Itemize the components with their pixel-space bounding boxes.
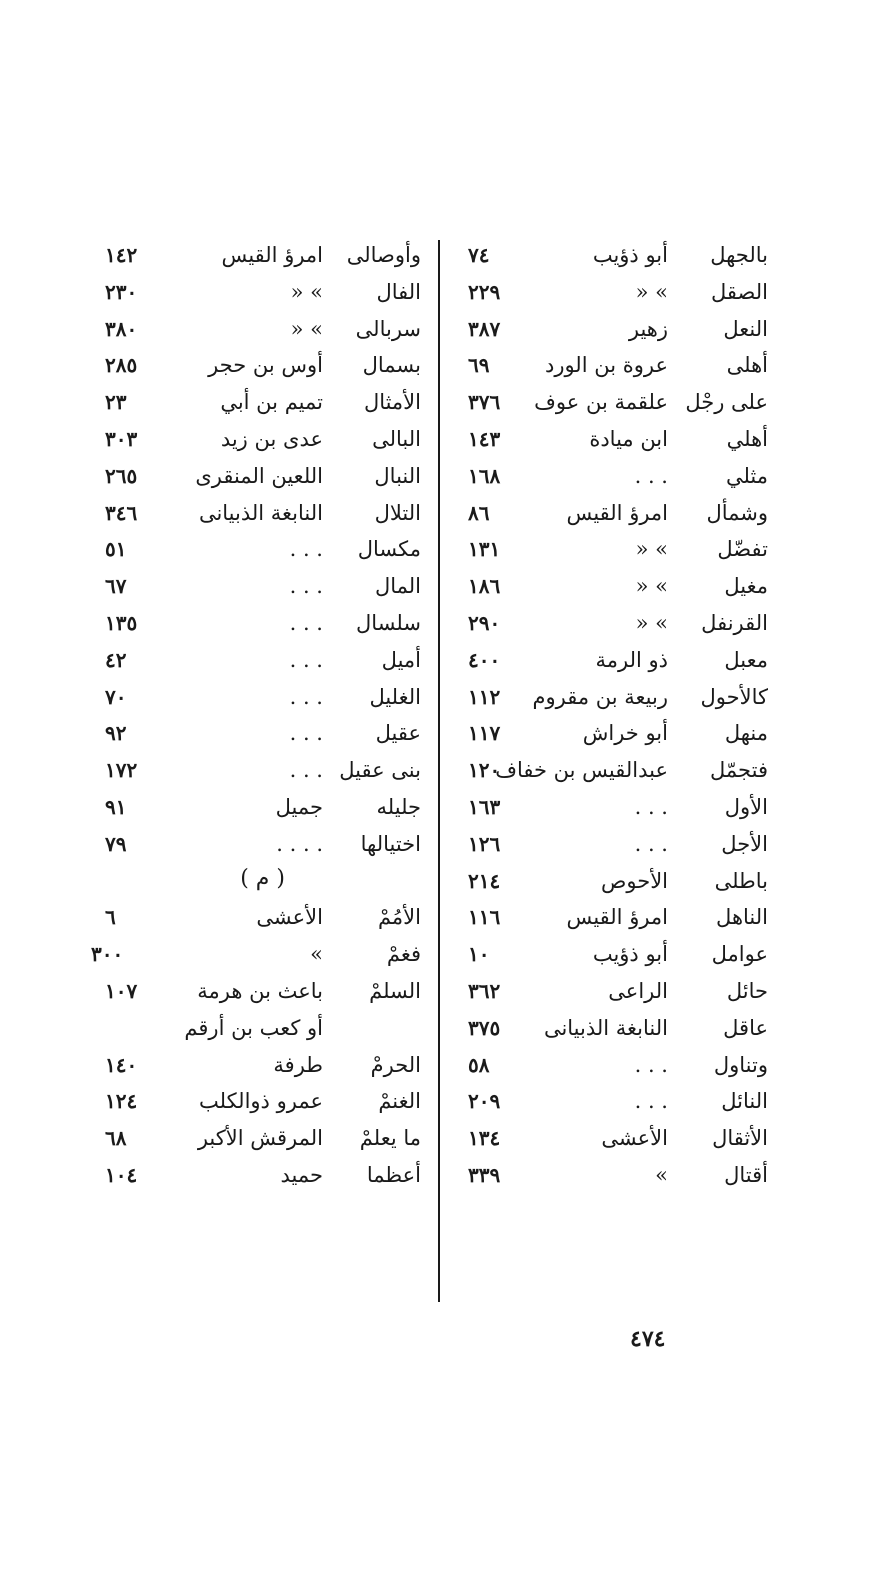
poet-name: »	[310, 942, 323, 967]
rhyme-word: اختيالها	[360, 831, 421, 856]
poet-name: اللعين المنقرى	[195, 463, 323, 488]
page-number: ٤٧٤	[630, 1326, 666, 1352]
poet-name: » «	[635, 610, 668, 635]
table-row	[450, 459, 790, 496]
poet-name: . . .	[634, 831, 668, 856]
rhyme-word: الأول	[724, 794, 768, 819]
table-row	[95, 312, 435, 349]
page-ref: ٢١٤	[468, 868, 501, 893]
poet-name: عروة بن الورد	[544, 353, 668, 378]
table-row	[95, 643, 435, 680]
table-row	[450, 974, 790, 1011]
page-ref: ١٠٤	[105, 1162, 138, 1187]
rhyme-word: أقتال	[724, 1162, 768, 1187]
section-heading-row	[95, 864, 435, 901]
table-row	[95, 827, 435, 864]
page-ref: ١٦٣	[468, 794, 501, 819]
rhyme-word: الفال	[376, 279, 421, 304]
table-row	[450, 275, 790, 312]
page-ref: ١٣١	[468, 537, 501, 562]
page-ref: ١٠٧	[105, 978, 138, 1003]
table-row	[95, 1048, 435, 1085]
rhyme-word: الغليل	[369, 684, 421, 709]
poet-name: أوس بن حجر	[208, 353, 323, 378]
poet-name: النابغة الذبيانى	[543, 1015, 668, 1040]
table-row	[95, 1011, 435, 1048]
poet-name: ابن ميادة	[589, 426, 668, 451]
page-ref: ٧٠	[105, 684, 127, 709]
left-column	[91, 238, 435, 1195]
rhyme-word: أعظما	[366, 1162, 421, 1187]
rhyme-word: فتجمّل	[710, 758, 768, 783]
table-row	[95, 1121, 435, 1158]
poet-name: . . .	[634, 1052, 668, 1077]
poet-name: أو كعب بن أرقم	[184, 1015, 323, 1040]
table-row	[95, 900, 435, 937]
rhyme-word: بنى عقيل	[339, 758, 421, 783]
rhyme-word: أميل	[381, 647, 421, 672]
poet-name: الأعشى	[256, 905, 323, 930]
poet-name: » «	[635, 537, 668, 562]
page-ref: ٢٠٩	[468, 1089, 501, 1114]
page-ref: ٦٩	[468, 353, 490, 378]
table-row	[95, 275, 435, 312]
table-row	[450, 606, 790, 643]
page-ref: ٢٣	[105, 390, 127, 415]
page-ref: ٦	[105, 905, 116, 930]
poet-name: امرؤ القيس	[566, 500, 668, 525]
rhyme-word: عوامل	[711, 942, 768, 967]
page-ref: ٣٨٧	[468, 316, 501, 341]
table-row	[95, 1158, 435, 1195]
rhyme-word: معبل	[724, 647, 768, 672]
page-ref: ٢٢٩	[468, 279, 501, 304]
page-ref: ١٦٨	[468, 463, 501, 488]
page-ref: ٤٠٠	[468, 647, 501, 672]
page-ref: ١٨٦	[468, 574, 501, 599]
page-ref: ١٧٢	[105, 758, 138, 783]
table-row	[450, 937, 790, 974]
right-column	[450, 238, 790, 1195]
rhyme-word: بسمال	[362, 353, 421, 378]
page-ref: ٣٠٠	[91, 942, 124, 967]
poet-name: أبو ذؤيب	[592, 942, 668, 967]
poet-name: أبو ذؤيب	[592, 243, 668, 267]
poet-name: عدى بن زيد	[220, 426, 323, 451]
poet-name: ذو الرمة	[595, 647, 668, 672]
poet-name: أبو خراش	[582, 721, 668, 746]
page-ref: ٢٦٥	[105, 463, 138, 488]
rhyme-word: تفضّل	[717, 537, 768, 562]
rhyme-word: أهلى	[726, 353, 768, 378]
rhyme-word: أهلي	[726, 426, 768, 451]
rhyme-word: الأثقال	[712, 1126, 768, 1151]
rhyme-word: سربالى	[355, 316, 421, 341]
rhyme-word: ما يعلمْ	[359, 1126, 421, 1151]
page-ref: ١٤٠	[105, 1052, 138, 1077]
rhyme-word: المال	[374, 574, 421, 599]
rhyme-word: الغنمْ	[378, 1089, 421, 1114]
rhyme-word: مكسال	[357, 537, 421, 562]
poet-name: . . .	[634, 1089, 668, 1114]
section-heading: ( م )	[240, 865, 285, 891]
poet-name: » «	[290, 279, 323, 304]
table-row	[450, 385, 790, 422]
page-ref: ٢٣٠	[105, 279, 138, 304]
table-row	[450, 900, 790, 937]
table-row	[450, 827, 790, 864]
table-row	[450, 790, 790, 827]
rhyme-word: مغيل	[724, 574, 768, 599]
poet-name: »	[655, 1162, 668, 1187]
rhyme-word: التلال	[374, 500, 421, 525]
page-ref: ٧٩	[105, 831, 127, 856]
table-row	[95, 459, 435, 496]
poet-name: . . . .	[276, 831, 323, 856]
poet-name: . . .	[289, 537, 323, 562]
page-ref: ١٤٢	[105, 243, 138, 267]
rhyme-word: عاقل	[723, 1015, 768, 1040]
poet-name: . . .	[634, 794, 668, 819]
rhyme-word: على رجْل	[685, 390, 768, 415]
table-row	[450, 864, 790, 901]
table-row	[450, 753, 790, 790]
poet-name: تميم بن أبي	[220, 390, 323, 415]
rhyme-word: حائل	[726, 978, 768, 1003]
poet-name: » «	[635, 574, 668, 599]
page-ref: ٢٨٥	[105, 353, 138, 378]
poet-name: » «	[635, 279, 668, 304]
poet-name: الأعشى	[601, 1126, 668, 1151]
rhyme-word: كالأحول	[700, 684, 768, 709]
table-row	[95, 680, 435, 717]
poet-name: . . .	[289, 610, 323, 635]
column-divider	[438, 240, 440, 1302]
page-ref: ٣٤٦	[105, 500, 138, 525]
page-ref: ١٣٤	[468, 1126, 501, 1151]
poet-name: الراعى	[608, 978, 668, 1003]
table-row	[95, 790, 435, 827]
table-row	[450, 1158, 790, 1195]
table-row	[450, 496, 790, 533]
table-row	[450, 1011, 790, 1048]
table-row	[95, 606, 435, 643]
table-row	[95, 1084, 435, 1121]
rhyme-word: الحرمْ	[370, 1052, 421, 1077]
poet-name: الأحوص	[600, 868, 668, 893]
page-ref: ٣٠٣	[105, 426, 138, 451]
rhyme-word: السلمْ	[369, 978, 421, 1003]
table-row	[450, 1048, 790, 1085]
page-ref: ٥٨	[468, 1052, 490, 1077]
rhyme-word: جليله	[376, 794, 421, 819]
table-row	[450, 422, 790, 459]
rhyme-word: منهل	[724, 721, 768, 746]
table-row	[95, 532, 435, 569]
page-ref: ١٣٥	[105, 610, 138, 635]
page-ref: ١٠	[468, 942, 490, 967]
rhyme-word: وتناول	[713, 1052, 768, 1077]
page-ref: ٣٧٥	[468, 1015, 501, 1040]
poet-name: امرؤ القيس	[221, 243, 323, 267]
rhyme-word: مثلي	[725, 463, 768, 488]
poet-name: عبدالقيس بن خفاف	[495, 758, 668, 783]
rhyme-word: الناهل	[716, 905, 768, 930]
rhyme-word: الأجل	[721, 831, 768, 856]
poet-name: . . .	[289, 647, 323, 672]
poet-name: علقمة بن عوف	[534, 390, 668, 415]
poet-name: باعث بن هرمة	[197, 978, 323, 1003]
poet-name: . . .	[289, 721, 323, 746]
page-ref: ٣٣٩	[468, 1162, 501, 1187]
table-row	[450, 643, 790, 680]
poet-name: حميد	[280, 1162, 323, 1187]
poet-name: . . .	[634, 463, 668, 488]
poet-name: زهير	[628, 316, 668, 341]
table-row	[95, 496, 435, 533]
table-row	[450, 348, 790, 385]
poet-name: عمرو ذوالكلب	[199, 1089, 323, 1114]
rhyme-word: سلسال	[356, 610, 421, 635]
rhyme-word: البالى	[372, 426, 421, 451]
page-ref: ١٢٤	[105, 1089, 138, 1114]
page-ref: ٣٧٦	[468, 390, 501, 415]
rhyme-word: فغمْ	[386, 942, 421, 967]
table-row	[450, 532, 790, 569]
poet-name: . . .	[289, 758, 323, 783]
poet-name: امرؤ القيس	[566, 905, 668, 930]
table-row	[450, 312, 790, 349]
table-row	[95, 348, 435, 385]
table-row	[91, 937, 435, 974]
poet-name: جميل	[275, 794, 323, 819]
rhyme-word: وشمأل	[706, 500, 768, 525]
table-row	[450, 569, 790, 606]
page-ref: ٩١	[105, 794, 127, 819]
rhyme-word: الأمثال	[363, 390, 421, 415]
rhyme-word: باطلى	[714, 868, 768, 893]
poet-name: المرقش الأكبر	[197, 1126, 323, 1151]
page-ref: ٣٨٠	[105, 316, 138, 341]
poet-name: النابغة الذبيانى	[198, 500, 323, 525]
page-ref: ١٢٠	[468, 758, 501, 783]
page-ref: ٥١	[105, 537, 127, 562]
rhyme-word: النائل	[721, 1089, 768, 1114]
poet-name: . . .	[289, 574, 323, 599]
table-row	[95, 238, 435, 275]
poet-name: » «	[290, 316, 323, 341]
page-ref: ٦٧	[105, 574, 127, 599]
rhyme-word: بالجهل	[710, 243, 768, 267]
poet-name: طرفة	[273, 1052, 323, 1077]
rhyme-word: عقيل	[375, 721, 421, 746]
table-row	[95, 569, 435, 606]
table-row	[450, 680, 790, 717]
rhyme-word: القرنفل	[701, 610, 768, 635]
rhyme-word: النعل	[723, 316, 768, 341]
rhyme-word: النبال	[374, 463, 421, 488]
rhyme-word: الأمُمْ	[377, 905, 421, 930]
table-row	[95, 422, 435, 459]
table-row	[95, 753, 435, 790]
rhyme-word: وأوصالى	[346, 243, 421, 267]
table-row	[450, 238, 790, 275]
page-ref: ١٢٦	[468, 831, 501, 856]
page-ref: ١٤٣	[468, 426, 501, 451]
page-ref: ١١٢	[468, 684, 501, 709]
page-ref: ١١٧	[468, 721, 501, 746]
table-row	[450, 1121, 790, 1158]
page-ref: ٧٤	[468, 243, 490, 267]
table-row	[95, 716, 435, 753]
poet-name: ربيعة بن مقروم	[532, 684, 668, 709]
table-row	[95, 385, 435, 422]
page-ref: ٩٢	[105, 721, 127, 746]
page-ref: ٤٢	[105, 647, 127, 672]
rhyme-word: الصقل	[711, 279, 768, 304]
table-row	[450, 1084, 790, 1121]
table-row	[95, 974, 435, 1011]
page-ref: ٦٨	[105, 1126, 127, 1151]
page-ref: ٢٩٠	[468, 610, 501, 635]
page-ref: ٣٦٢	[468, 978, 501, 1003]
page-ref: ١١٦	[468, 905, 501, 930]
table-row	[450, 716, 790, 753]
poet-name: . . .	[289, 684, 323, 709]
page-ref: ٨٦	[468, 500, 490, 525]
